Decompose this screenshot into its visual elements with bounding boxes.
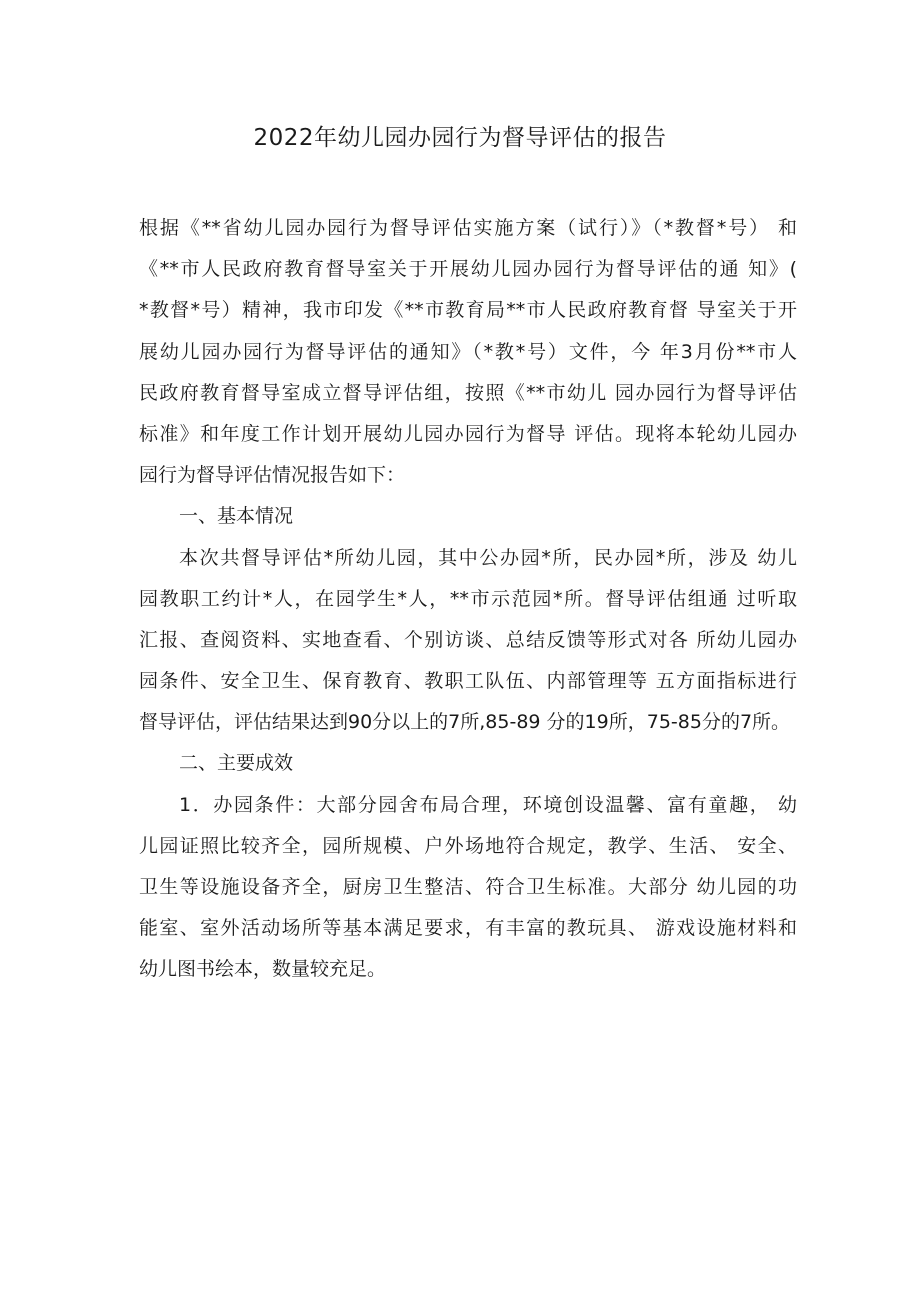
- section1-line: 园教职工约计*人，在园学生*人，**市示范园*所。督导评估组通 过听取: [139, 587, 797, 610]
- section-heading-basic: 一、基本情况: [179, 505, 294, 528]
- section1-line: 汇报、查阅资料、实地查看、个别访谈、总结反馈等形式对各 所幼儿园办: [139, 628, 797, 651]
- intro-line: *教督*号）精神，我市印发《**市教育局**市人民政府教育督 导室关于开: [139, 299, 797, 322]
- section1-line: 督导评估，评估结果达到90分以上的7所,85-89 分的19所，75-85分的7所。: [139, 711, 791, 734]
- document-body: [139, 208, 797, 991]
- document-title: 2022年幼儿园办园行为督导评估的报告: [253, 125, 667, 151]
- intro-line: 根据《**省幼儿园办园行为督导评估实施方案（试行）》（*教督*号） 和: [139, 217, 797, 239]
- intro-line: 园行为督导评估情况报告如下：: [139, 464, 406, 487]
- section2-line: 卫生等设施设备齐全，厨房卫生整洁、符合卫生标准。大部分 幼儿园的功: [139, 876, 797, 898]
- intro-line: 《**市人民政府教育督导室关于开展幼儿园办园行为督导评估的通 知》(: [139, 258, 797, 281]
- section2-line: 儿园证照比较齐全，园所规模、户外场地符合规定，教学、生活、 安全、: [139, 834, 797, 857]
- intro-line: 标准》和年度工作计划开展幼儿园办园行为督导 评估。现将本轮幼儿园办: [139, 422, 797, 445]
- section1-line: 园条件、安全卫生、保育教育、教职工队伍、内部管理等 五方面指标进行: [139, 670, 797, 693]
- section2-line: 能室、室外活动场所等基本满足要求，有丰富的教玩具、 游戏设施材料和: [139, 917, 797, 940]
- section2-line: 幼儿图书绘本，数量较充足。: [139, 958, 387, 981]
- section1-line: 本次共督导评估*所幼儿园，其中公办园*所，民办园*所，涉及 幼儿: [179, 546, 797, 569]
- section-heading-results: 二、主要成效: [179, 752, 294, 775]
- section2-line: 1．办园条件：大部分园舍布局合理，环境创设温馨、富有童趣， 幼: [179, 793, 797, 816]
- intro-line: 展幼儿园办园行为督导评估的通知》（*教*号）文件，今 年3月份**市人: [139, 340, 797, 363]
- intro-line: 民政府教育督导室成立督导评估组，按照《**市幼儿 园办园行为督导评估: [139, 381, 797, 404]
